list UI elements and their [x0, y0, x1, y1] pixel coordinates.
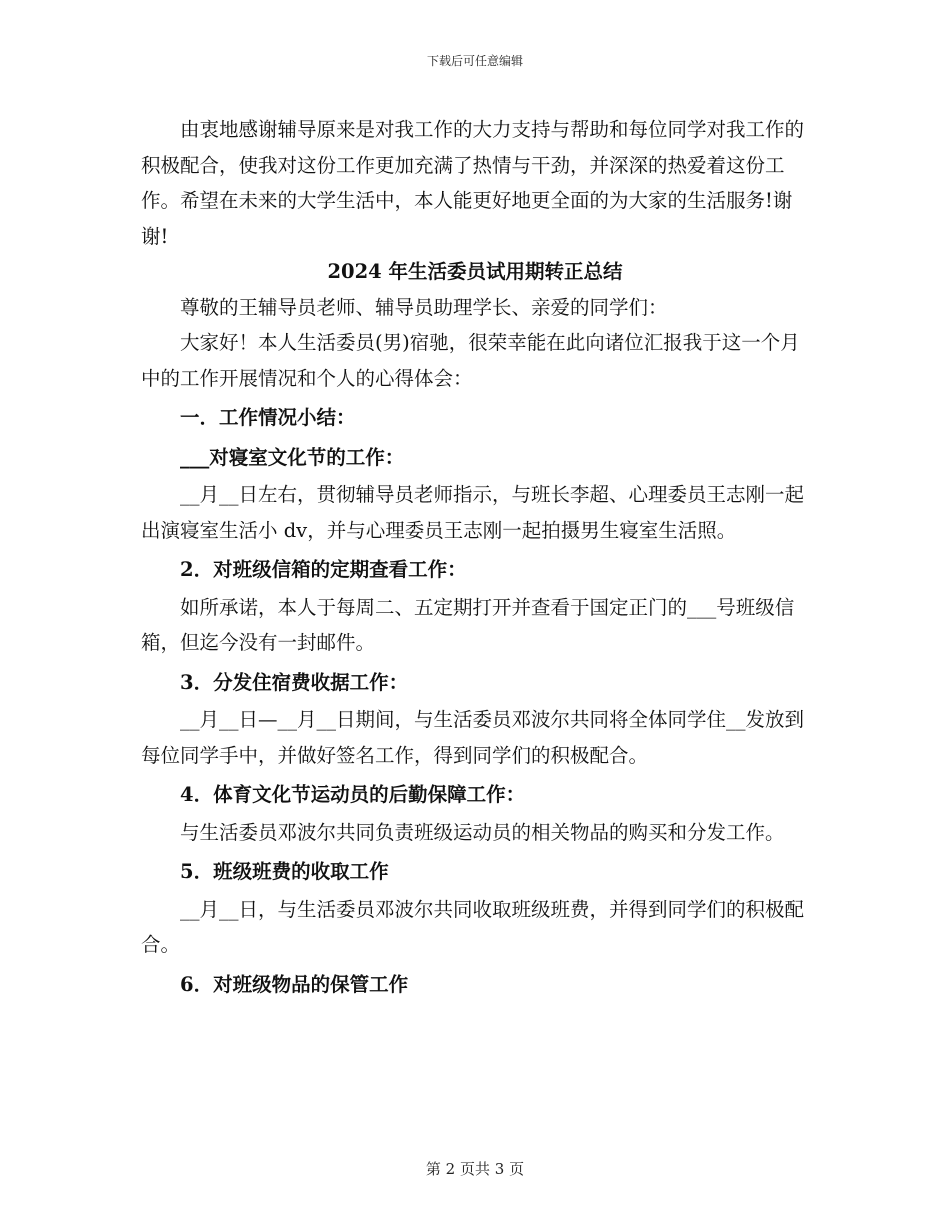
section-heading-mailbox: 2．对班级信箱的定期查看工作： — [180, 558, 467, 581]
document-body — [141, 112, 809, 1002]
paragraph-salutation: 尊敬的王辅导员老师、辅导员助理学长、亲爱的同学们： — [180, 295, 668, 319]
section-heading-fees: 5．班级班费的收取工作 — [180, 860, 389, 883]
document-title: 2024 年生活委员试用期转正总结 — [327, 260, 623, 283]
section-heading-receipts: 3．分发住宿费收据工作： — [180, 670, 409, 694]
section-heading-storage: 6．对班级物品的保管工作 — [180, 972, 409, 996]
page-header: 下载后可任意编辑 — [426, 54, 523, 68]
section-heading-dorm: ___对寝室文化节的工作： — [180, 445, 405, 469]
paragraph-receipts: __月__日—__月__日期间，与生活委员邓波尔共同将全体同学住__发放到每位同学手中，并做好签名工作，得到同学们的积极配合。 — [141, 708, 805, 767]
paragraph-thanks: 由衷地感谢辅导原来是对我工作的大力支持与帮助和每位同学对我工作的积极配合，使我对这份工作更加充满了热情与干劲，并深深的热爱着这份工作。希望在未来的大学生活中，本人能更好地更全面的为大家的生活服务!谢谢! — [141, 118, 805, 248]
paragraph-sports: 与生活委员邓波尔共同负责班级运动员的相关物品的购买和分发工作。 — [180, 820, 785, 844]
section-heading-summary: 一．工作情况小结： — [180, 406, 356, 429]
paragraph-fees: __月__日，与生活委员邓波尔共同收取班级班费，并得到同学们的积极配合。 — [141, 897, 805, 956]
paragraph-intro: 大家好！本人生活委员(男)宿驰，很荣幸能在此向诸位汇报我于这一个月中的工作开展情况和个人的心得体会： — [141, 331, 800, 390]
page-footer: 第 2 页共 3 页 — [425, 1160, 525, 1178]
paragraph-dorm: __月__日左右，贯彻辅导员老师指示，与班长李超、心理委员王志刚一起出演寝室生活小 dv，并与心理委员王志刚一起拍摄男生寝室生活照。 — [141, 483, 805, 542]
section-heading-sports: 4．体育文化节运动员的后勤保障工作： — [180, 783, 526, 806]
paragraph-mailbox: 如所承诺，本人于每周二、五定期打开并查看于国定正门的___号班级信箱，但迄今没有一封邮件。 — [141, 595, 795, 654]
